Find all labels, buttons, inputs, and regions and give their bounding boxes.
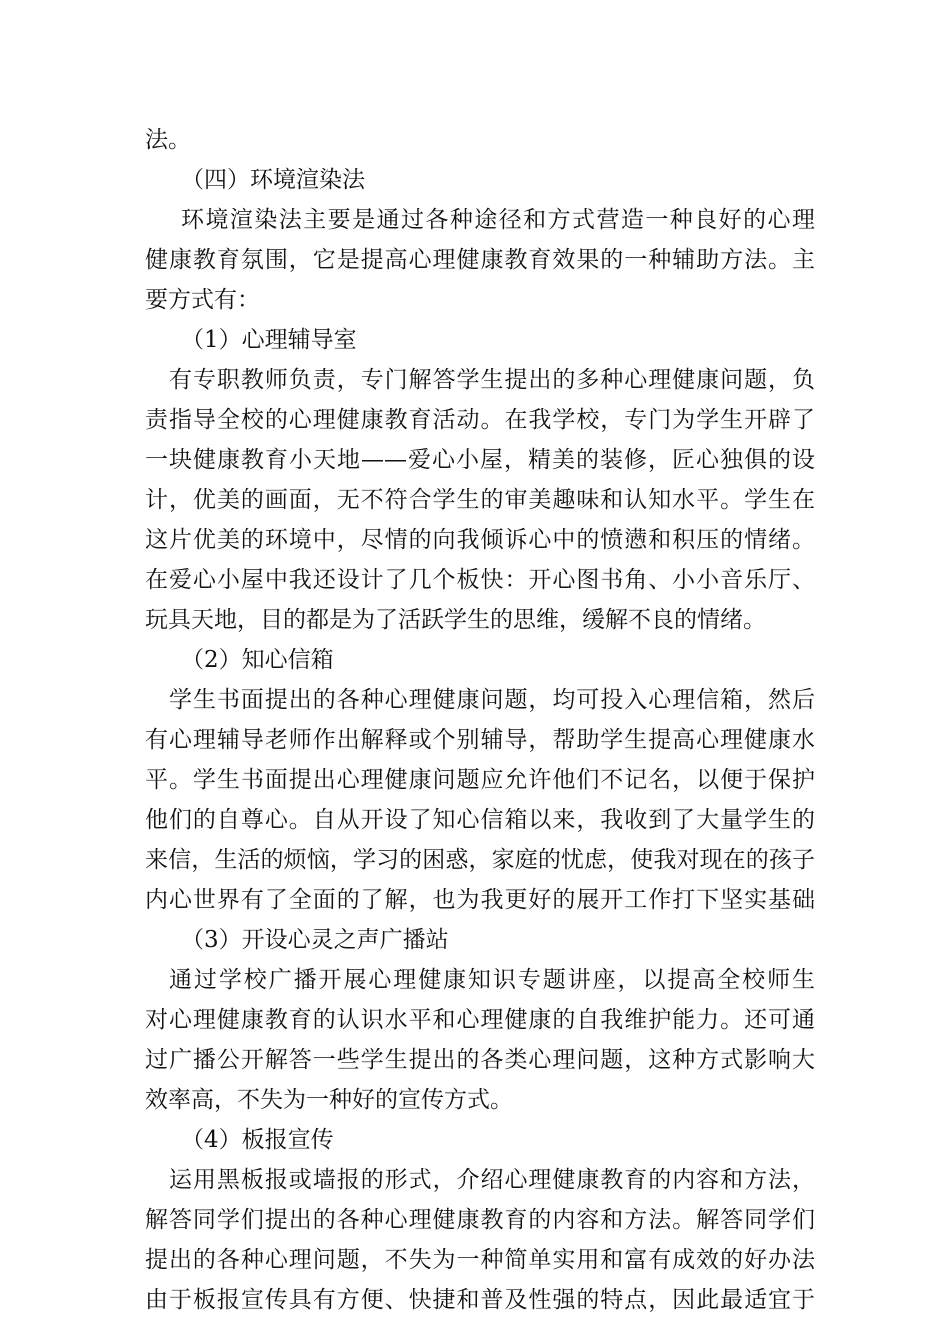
text-line: 提出的各种心理问题，不失为一种简单实用和富有成效的好办法 bbox=[145, 1247, 815, 1273]
document-page bbox=[145, 120, 815, 1320]
text-line: 环境渲染法主要是通过各种途径和方式营造一种良好的心理 bbox=[181, 207, 815, 233]
text-line: 学生书面提出的各种心理健康问题，均可投入心理信箱，然后 bbox=[169, 687, 815, 713]
text-line: 来信，生活的烦恼，学习的困惑，家庭的忧虑，使我对现在的孩子 bbox=[145, 847, 815, 873]
text-line: 运用黑板报或墙报的形式，介绍心理健康教育的内容和方法， bbox=[169, 1167, 815, 1193]
text-line: 责指导全校的心理健康教育活动。在我学校，专门为学生开辟了 bbox=[145, 407, 815, 433]
text-line: 一块健康教育小天地——爱心小屋，精美的装修，匠心独俱的设 bbox=[145, 447, 815, 473]
text-line: 内心世界有了全面的了解，也为我更好的展开工作打下坚实基础 bbox=[145, 887, 815, 913]
subsection-heading: （1）心理辅导室 bbox=[181, 327, 357, 353]
text-line: 有心理辅导老师作出解释或个别辅导，帮助学生提高心理健康水 bbox=[145, 727, 815, 753]
text-line: 对心理健康教育的认识水平和心理健康的自我维护能力。还可通 bbox=[145, 1007, 815, 1033]
text-line: 这片优美的环境中，尽情的向我倾诉心中的愤懑和积压的情绪。 bbox=[145, 527, 815, 553]
text-line: 效率高，不失为一种好的宣传方式。 bbox=[145, 1087, 513, 1113]
text-line: 玩具天地，目的都是为了活跃学生的思维，缓解不良的情绪。 bbox=[145, 607, 766, 633]
text-line: 有专职教师负责，专门解答学生提出的多种心理健康问题，负 bbox=[169, 367, 815, 393]
subsection-heading: （3）开设心灵之声广播站 bbox=[181, 927, 449, 953]
text-line: 通过学校广播开展心理健康知识专题讲座，以提高全校师生 bbox=[169, 967, 815, 993]
text-line: 平。学生书面提出心理健康问题应允许他们不记名，以便于保护 bbox=[145, 767, 815, 793]
text-line: 法。 bbox=[145, 127, 191, 153]
text-line: 在爱心小屋中我还设计了几个板快：开心图书角、小小音乐厅、 bbox=[145, 567, 815, 593]
subsection-heading: （4）板报宣传 bbox=[181, 1127, 334, 1153]
text-line: 计，优美的画面，无不符合学生的审美趣味和认知水平。学生在 bbox=[145, 487, 815, 513]
text-line: 要方式有： bbox=[145, 287, 260, 313]
text-line: 他们的自尊心。自从开设了知心信箱以来，我收到了大量学生的 bbox=[145, 807, 815, 833]
text-line: 健康教育氛围，它是提高心理健康教育效果的一种辅助方法。主 bbox=[145, 247, 815, 273]
text-line: 过广播公开解答一些学生提出的各类心理问题，这种方式影响大 bbox=[145, 1047, 815, 1073]
subsection-heading: （2）知心信箱 bbox=[181, 647, 334, 673]
text-line: 由于板报宣传具有方便、快捷和普及性强的特点，因此最适宜于 bbox=[145, 1287, 815, 1313]
section-heading: （四）环境渲染法 bbox=[181, 167, 365, 193]
text-line: 解答同学们提出的各种心理健康教育的内容和方法。解答同学们 bbox=[145, 1207, 815, 1233]
